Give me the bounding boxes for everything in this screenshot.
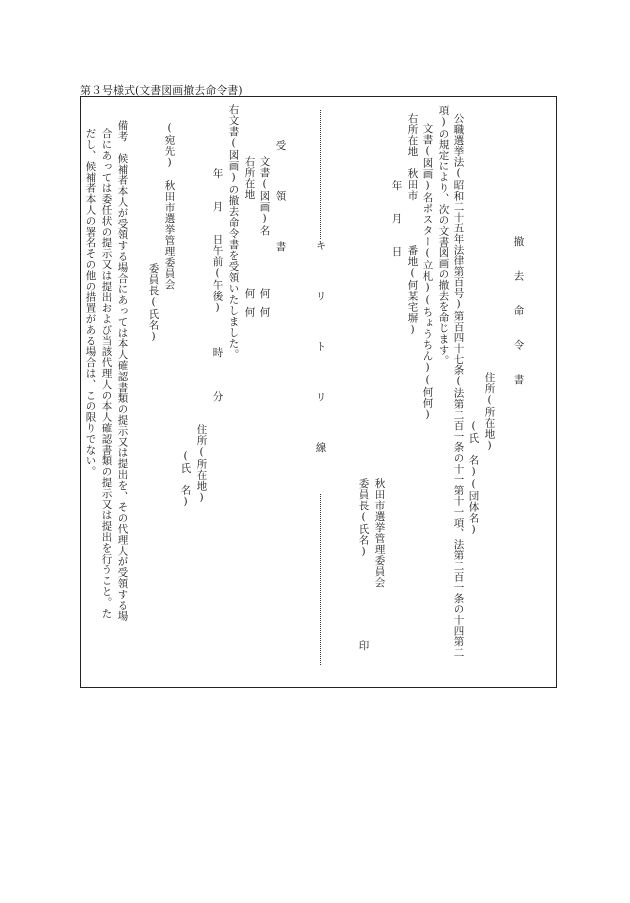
order-title: 撤去命令書 (512, 236, 525, 409)
receipt-title: 受領書 (274, 140, 287, 292)
receipt-doc-name-value: 何何 (258, 288, 271, 325)
note-line2: 合にあっては委任状の提示又は提出および当該代理人の本人確認書類の提示又は提出を行うこと。た (100, 128, 113, 619)
form-title: 第３号様式(文書図画撤去命令書) (80, 84, 243, 97)
receipt-statement: 右文書(図画)の撤去命令書を受領いたしました。 (227, 104, 240, 360)
order-body-line2: 項)の規定により、次の文書図画の撤去を命じます。 (437, 105, 450, 366)
order-issuer-name: 委員長(氏名) (357, 478, 370, 558)
receipt-doc-name-label: 文書(図画)名 (258, 156, 271, 236)
receipt-to-label: (宛先) 秋田市選挙管理委員会 (163, 122, 176, 290)
receipt-location-value: 何何 (243, 288, 256, 325)
order-item-name: 文書(図画)名ポスター(立札)(ちょうちん)(何何) (421, 123, 434, 421)
order-addressee-name: (氏 名)(団体名) (467, 420, 480, 536)
order-issuer-org: 秋田市選挙管理委員会 (373, 478, 386, 588)
cut-line-label: キリトリ線 (314, 240, 327, 493)
note-line1: 備考 候補者本人が受領する場合にあっては本人確認書類の提示又は提出を、その代理人が受領する場 (116, 120, 129, 622)
note-line3: だし、候補者本人の署名その他の措置がある場合は、この限りでない。 (84, 128, 97, 477)
order-addressee-address: 住所(所在地) (483, 372, 496, 452)
order-seal: 印 (357, 640, 370, 651)
order-item-location: 右所在地 秋田市 番地(何某宅塀) (406, 113, 419, 336)
receipt-datetime: 年 月 日午前(午後) 時 分 (211, 168, 224, 402)
receipt-to-name: 委員長(氏名) (147, 263, 160, 343)
receipt-recipient-address: 住所(所在地) (195, 424, 208, 504)
receipt-location-label: 右所在地 (243, 156, 256, 200)
order-date: 年 月 日 (390, 180, 403, 257)
receipt-recipient-name: (氏 名) (179, 450, 192, 508)
order-body-line1: 公職選挙法(昭和二十五年法律第百号)第百四十七条(法第二百一条の十一第十一項、法第二百一条の十四第二 (452, 113, 465, 658)
